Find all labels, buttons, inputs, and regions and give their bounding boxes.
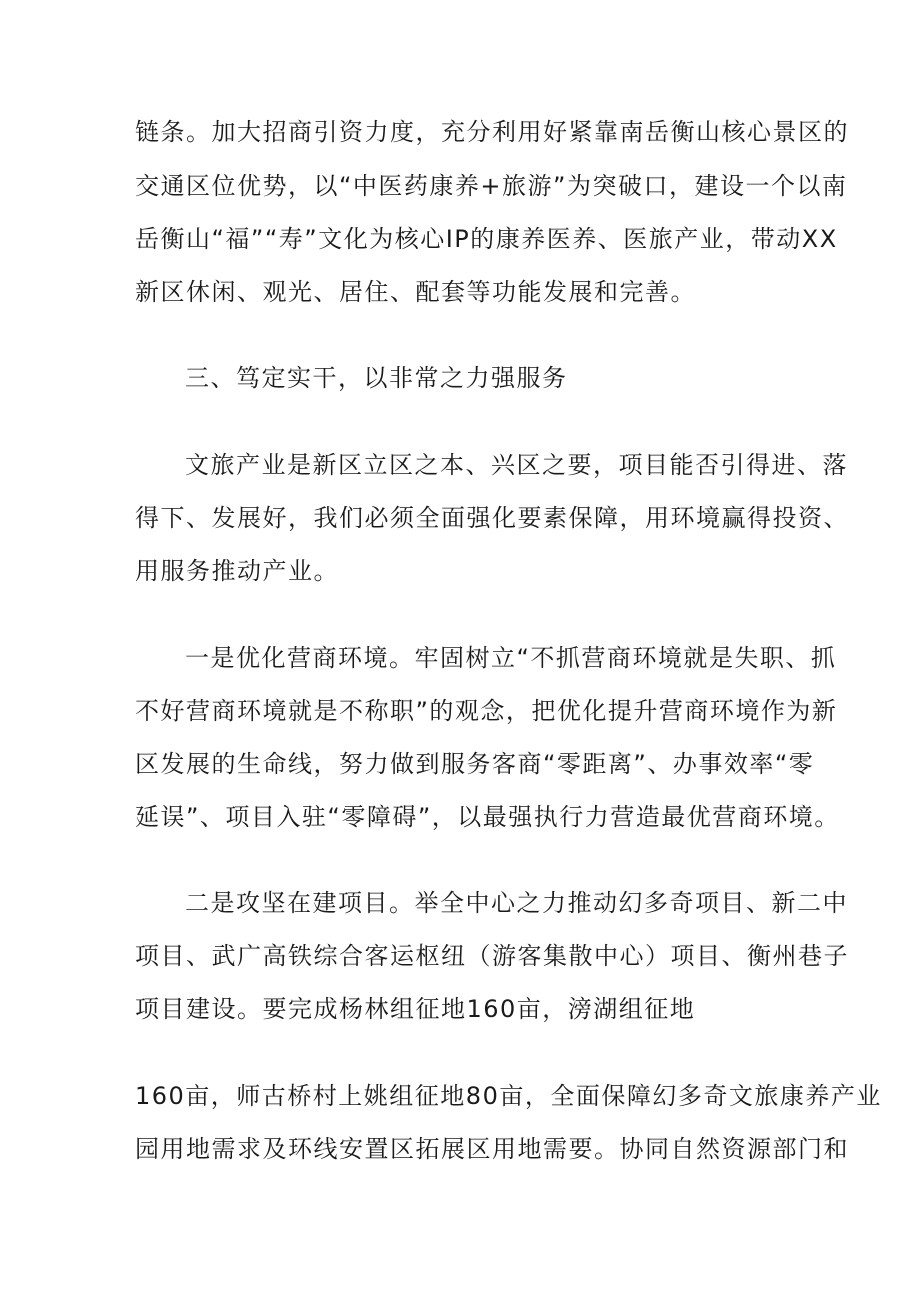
text-line: 项目建设。要完成杨林组征地160亩，滂湖组征地: [135, 995, 696, 1023]
text-line: 园用地需求及环线安置区拓展区用地需要。协同自然资源部门和: [135, 1135, 849, 1163]
section-heading: 三、笃定实干，以非常之力强服务: [185, 364, 568, 392]
text-line: 链条。加大招商引资力度，充分利用好紧靠南岳衡山核心景区的: [135, 118, 849, 146]
text-line: 160亩，师古桥村上姚组征地80亩，全面保障幻多奇文旅康养产业: [135, 1082, 882, 1110]
text-line: 不好营商环境就是不称职”的观念，把优化提升营商环境作为新: [135, 697, 838, 725]
text-line: 用服务推动产业。: [135, 557, 339, 585]
text-line: 得下、发展好，我们必须全面强化要素保障，用环境赢得投资、: [135, 504, 849, 532]
text-line: 交通区位优势，以“中医药康养+旅游”为突破口，建设一个以南: [135, 172, 848, 200]
text-line: 区发展的生命线，努力做到服务客商“零距离”、办事效率“零: [135, 750, 815, 778]
text-line: 一是优化营商环境。牢固树立“不抓营商环境就是失职、抓: [185, 644, 837, 672]
text-line: 延误”、项目入驻“零障碍”，以最强执行力营造最优营商环境。: [135, 803, 840, 831]
text-line: 项目、武广高铁综合客运枢纽（游客集散中心）项目、衡州巷子: [135, 942, 849, 970]
text-line: 新区休闲、观光、居住、配套等功能发展和完善。: [135, 278, 696, 306]
text-line: 岳衡山“福”“寿”文化为核心IP的康养医养、医旅产业，带动XX: [135, 225, 838, 253]
text-line: 二是攻坚在建项目。举全中心之力推动幻多奇项目、新二中: [185, 889, 848, 917]
text-line: 文旅产业是新区立区之本、兴区之要，项目能否引得进、落: [185, 451, 848, 479]
